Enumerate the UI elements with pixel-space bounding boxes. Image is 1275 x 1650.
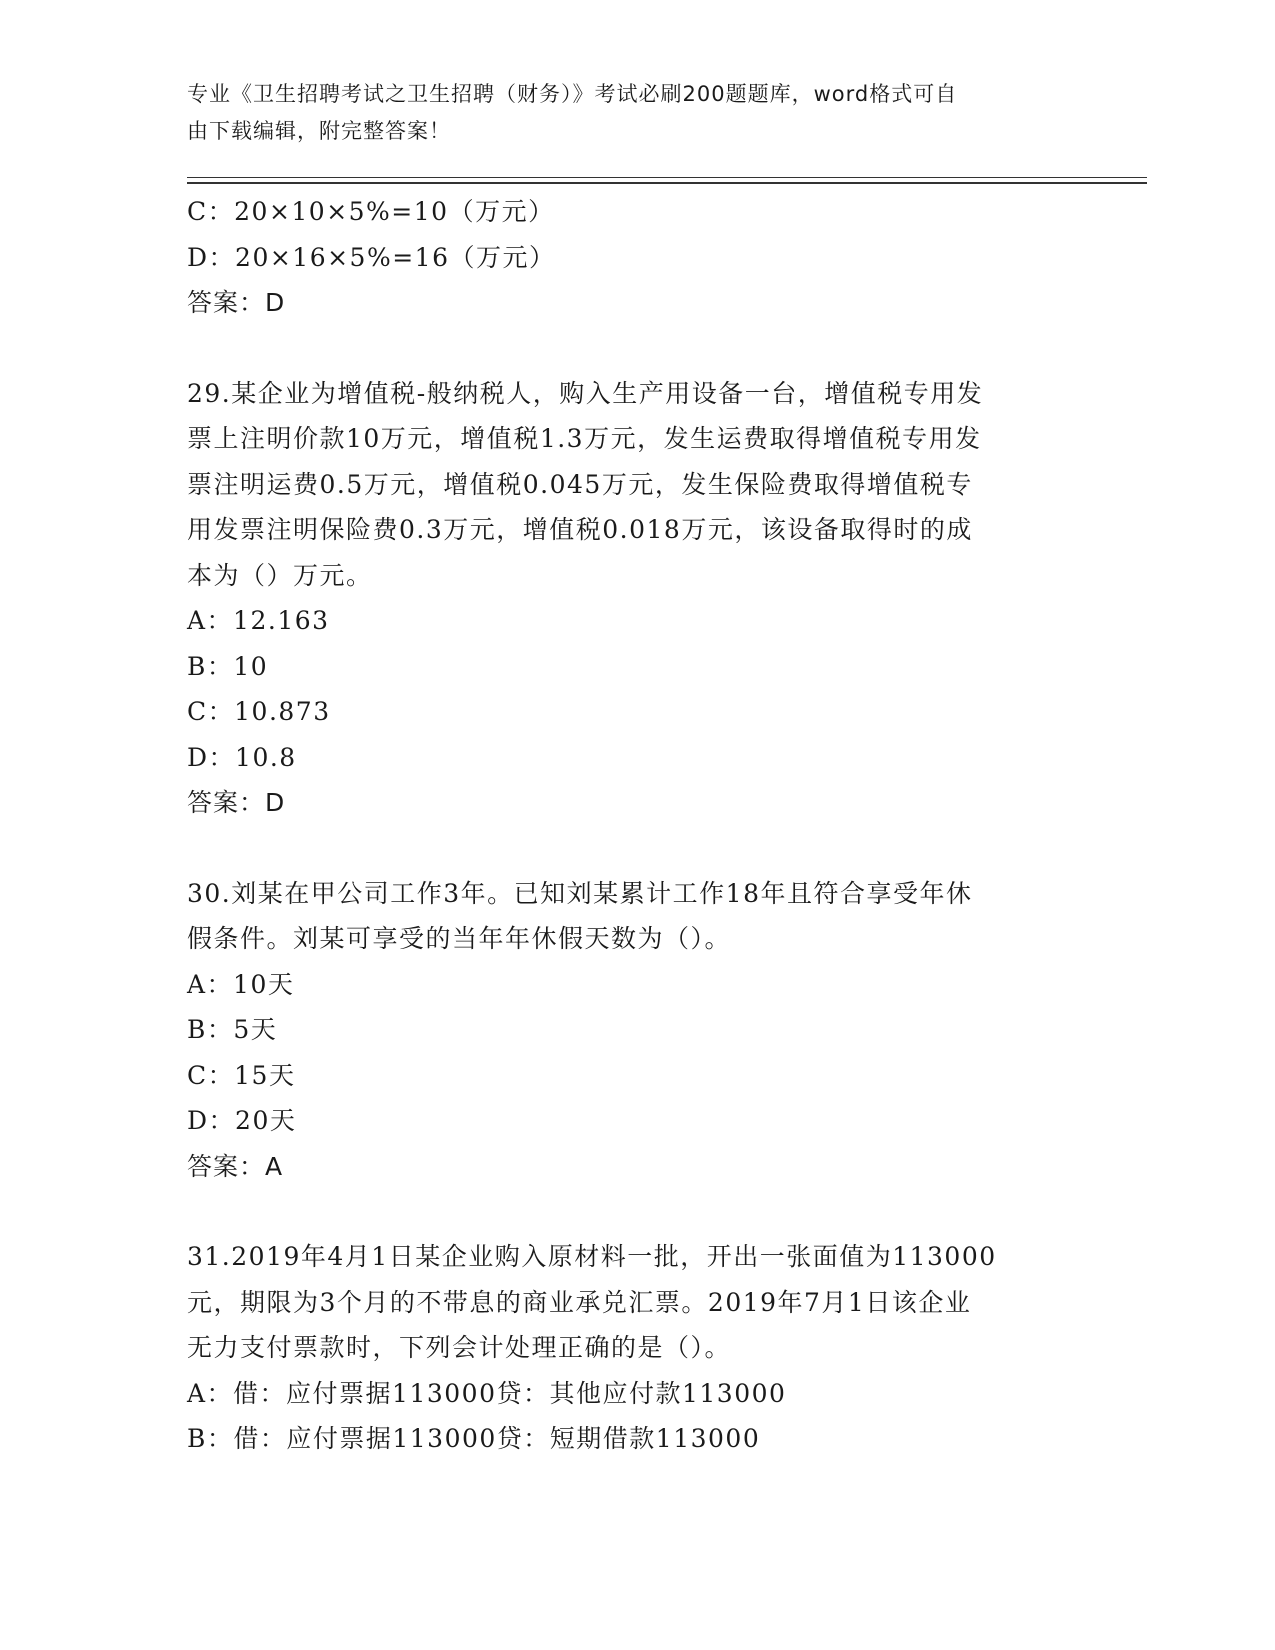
option-c: C：15天 <box>187 1060 296 1090</box>
option-d: D：20天 <box>187 1106 297 1135</box>
question-text-line: 元，期限为3个月的不带息的商业承兑汇票。2019年7月1日该企业 <box>187 1287 972 1317</box>
option-a: A：12.163 <box>187 606 330 635</box>
question-29 <box>187 371 1087 826</box>
option-a: A：10天 <box>187 969 295 999</box>
option-c: C：10.873 <box>187 697 331 726</box>
question-text-line: 本为（）万元。 <box>187 560 373 590</box>
question-text-line: 票上注明价款10万元，增值税1.3万元，发生运费取得增值税专用发 <box>187 424 982 453</box>
option-b: B：5天 <box>187 1015 278 1044</box>
question-text-line: 30.刘某在甲公司工作3年。已知刘某累计工作18年且符合享受年休 <box>187 878 973 908</box>
header-rule-thick <box>187 182 1147 184</box>
question-text-line: 31.2019年4月1日某企业购入原材料一批，开出一张面值为113000 <box>187 1242 997 1271</box>
header-line-2: 由下载编辑，附完整答案！ <box>187 119 451 143</box>
document-body <box>187 189 1087 1462</box>
option-b: B：10 <box>187 651 269 681</box>
option-a: A：借：应付票据113000贷：其他应付款113000 <box>187 1378 787 1408</box>
document-header <box>187 76 1067 150</box>
question-31 <box>187 1234 1087 1462</box>
question-text-line: 票注明运费0.5万元，增值税0.045万元，发生保险费取得增值税专 <box>187 469 973 499</box>
question-text-line: 29.某企业为增值税-般纳税人，购入生产用设备一台，增值税专用发 <box>187 378 984 408</box>
option-d: D：10.8 <box>187 742 297 772</box>
answer: 答案：D <box>187 788 286 817</box>
question-text-line: 用发票注明保险费0.3万元，增值税0.018万元，该设备取得时的成 <box>187 515 973 544</box>
question-text-line: 假条件。刘某可享受的当年年休假天数为（）。 <box>187 924 732 953</box>
option-c: C：20×10×5%=10（万元） <box>187 197 555 226</box>
option-d: D：20×16×5%=16（万元） <box>187 242 556 272</box>
question-text-line: 无力支付票款时，下列会计处理正确的是（）。 <box>187 1333 732 1362</box>
answer: 答案：D <box>187 288 286 317</box>
answer: 答案：A <box>187 1151 284 1181</box>
question-30 <box>187 871 1087 1190</box>
option-b: B：借：应付票据113000贷：短期借款113000 <box>187 1424 761 1453</box>
header-rule-thin <box>187 177 1147 178</box>
header-line-1: 专业《卫生招聘考试之卫生招聘（财务）》考试必刷200题题库，word格式可自 <box>187 82 958 106</box>
